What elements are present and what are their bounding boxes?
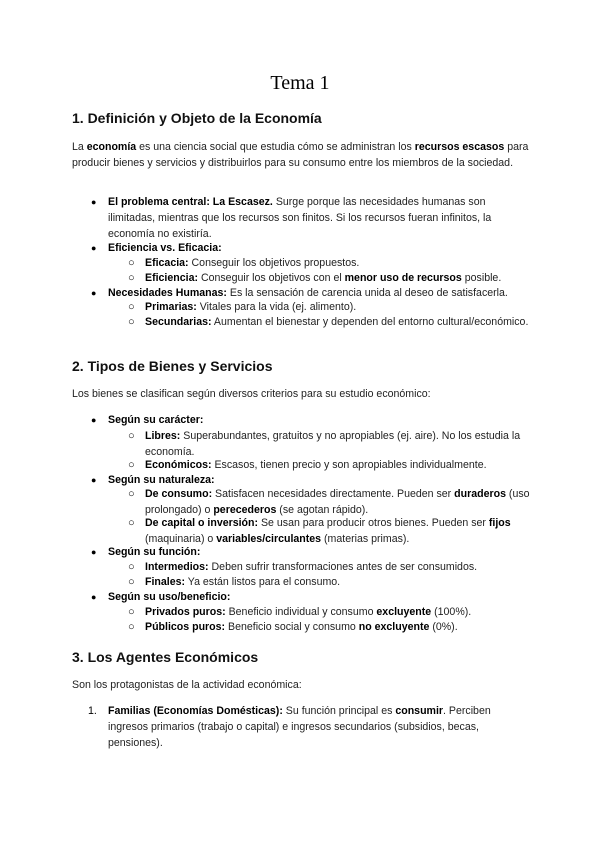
circle-bullet-icon: ○: [128, 316, 135, 328]
list-item: De capital o inversión: Se usan para producir otros bienes. Pueden ser fijos (maquinaria) o variables/circulantes (materias primas).: [145, 517, 511, 545]
bullet-icon: ●: [91, 547, 97, 557]
bullet-icon: ●: [91, 197, 97, 207]
section-2-heading: 2. Tipos de Bienes y Servicios: [72, 358, 273, 374]
list-item: Primarias: Vitales para la vida (ej. alimento).: [145, 301, 357, 313]
list-item: Según su carácter:: [108, 414, 204, 426]
list-item: Económicos: Escasos, tienen precio y son apropiables individualmente.: [145, 459, 487, 471]
bullet-icon: ●: [91, 288, 97, 298]
section-1-intro: La economía es una ciencia social que estudia cómo se administran los recursos escasos para producir bienes y servicios y distribuirlos para su consumo entre los miembros de la sociedad.: [72, 141, 529, 169]
circle-bullet-icon: ○: [128, 561, 135, 573]
list-item: Según su función:: [108, 546, 201, 558]
list-item: Secundarias: Aumentan el bienestar y dependen del entorno cultural/económico.: [145, 316, 529, 328]
document-title: Tema 1: [270, 72, 330, 94]
bullet-icon: ●: [91, 475, 97, 485]
list-item: Eficiencia: Conseguir los objetivos con el menor uso de recursos posible.: [145, 272, 502, 284]
bullet-icon: ●: [91, 592, 97, 602]
list-item: Finales: Ya están listos para el consumo.: [145, 576, 341, 588]
circle-bullet-icon: ○: [128, 301, 135, 313]
list-item: El problema central: La Escasez. Surge porque las necesidades humanas son ilimitadas, mientras que los recursos son finitos. Si los recursos fueran infinitos, la economía no existiría.: [108, 196, 492, 240]
list-item: Familias (Economías Domésticas): Su función principal es consumir. Perciben ingresos primarios (trabajo o capital) e ingresos secundarios (subsidios, becas, pensiones).: [108, 705, 491, 749]
list-item: Según su naturaleza:: [108, 474, 215, 486]
section-2-intro: Los bienes se clasifican según diversos criterios para su estudio económico:: [72, 388, 431, 400]
circle-bullet-icon: ○: [128, 459, 135, 471]
list-item: Eficacia: Conseguir los objetivos propuestos.: [145, 257, 360, 269]
bullet-icon: ●: [91, 415, 97, 425]
circle-bullet-icon: ○: [128, 430, 135, 442]
list-item: De consumo: Satisfacen necesidades directamente. Pueden ser duraderos (uso prolongado) o perecederos (se agotan rápido).: [145, 488, 530, 516]
circle-bullet-icon: ○: [128, 621, 135, 633]
list-item: Privados puros: Beneficio individual y consumo excluyente (100%).: [145, 606, 472, 618]
section-1-heading: 1. Definición y Objeto de la Economía: [72, 110, 322, 126]
bullet-icon: ●: [91, 243, 97, 253]
list-item: Intermedios: Deben sufrir transformaciones antes de ser consumidos.: [145, 561, 478, 573]
circle-bullet-icon: ○: [128, 272, 135, 284]
circle-bullet-icon: ○: [128, 576, 135, 588]
circle-bullet-icon: ○: [128, 488, 135, 500]
circle-bullet-icon: ○: [128, 606, 135, 618]
list-item: Públicos puros: Beneficio social y consumo no excluyente (0%).: [145, 621, 458, 633]
section-3-intro: Son los protagonistas de la actividad económica:: [72, 679, 302, 691]
list-number: 1.: [88, 705, 97, 717]
list-item: Eficiencia vs. Eficacia:: [108, 242, 222, 254]
list-item: Libres: Superabundantes, gratuitos y no apropiables (ej. aire). No los estudia la economía.: [145, 430, 521, 458]
section-3-heading: 3. Los Agentes Económicos: [72, 649, 259, 665]
list-item: Según su uso/beneficio:: [108, 591, 231, 603]
circle-bullet-icon: ○: [128, 257, 135, 269]
list-item: Necesidades Humanas: Es la sensación de carencia unida al deseo de satisfacerla.: [108, 287, 508, 299]
circle-bullet-icon: ○: [128, 517, 135, 529]
